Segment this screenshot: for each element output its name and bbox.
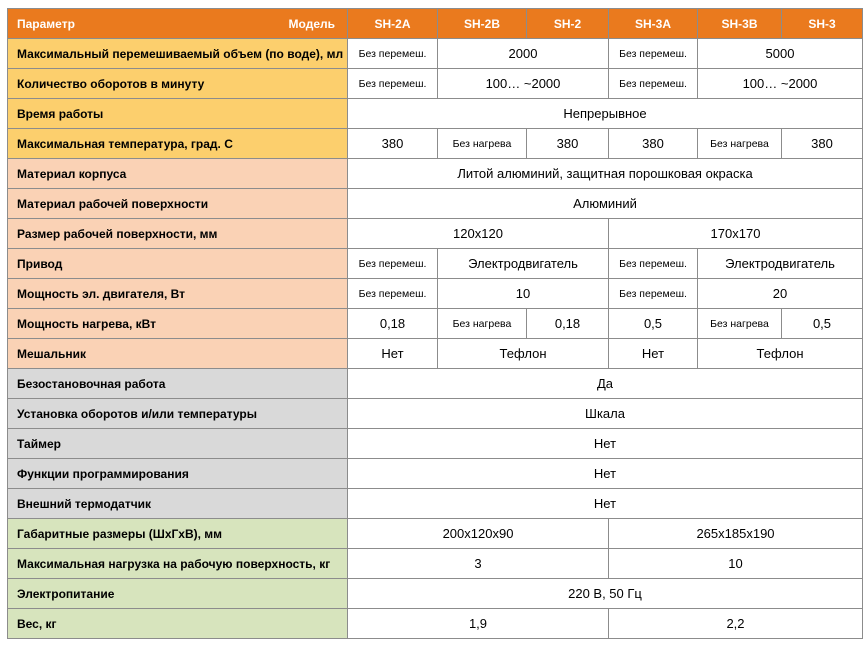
value-cell: 3 bbox=[348, 549, 609, 579]
table-row bbox=[8, 129, 863, 159]
value-cell: 380 bbox=[348, 129, 438, 159]
table-row bbox=[8, 219, 863, 249]
table-row bbox=[8, 279, 863, 309]
row-label: Время работы bbox=[8, 99, 348, 129]
value-cell: Без перемеш. bbox=[348, 249, 438, 279]
header-model-sh-2a: SH-2A bbox=[348, 9, 438, 39]
row-label: Материал рабочей поверхности bbox=[8, 189, 348, 219]
table-row bbox=[8, 69, 863, 99]
row-label: Установка оборотов и/или температуры bbox=[8, 399, 348, 429]
value-cell: Без нагрева bbox=[438, 309, 527, 339]
header-model-sh-3: SH-3 bbox=[782, 9, 863, 39]
value-cell: Нет bbox=[348, 459, 863, 489]
value-cell: 0,18 bbox=[348, 309, 438, 339]
value-cell: 380 bbox=[782, 129, 863, 159]
value-cell: Тефлон bbox=[698, 339, 863, 369]
table-row bbox=[8, 429, 863, 459]
value-cell: 100… ~2000 bbox=[438, 69, 609, 99]
value-cell: Шкала bbox=[348, 399, 863, 429]
value-cell: 2,2 bbox=[609, 609, 863, 639]
table-row bbox=[8, 99, 863, 129]
value-cell: 10 bbox=[438, 279, 609, 309]
table-row bbox=[8, 369, 863, 399]
table-row bbox=[8, 579, 863, 609]
value-cell: 380 bbox=[609, 129, 698, 159]
value-cell: 100… ~2000 bbox=[698, 69, 863, 99]
value-cell: Непрерывное bbox=[348, 99, 863, 129]
table-row bbox=[8, 549, 863, 579]
value-cell: Без перемеш. bbox=[609, 249, 698, 279]
row-label: Максимальный перемешиваемый объем (по воде), мл bbox=[8, 39, 348, 69]
table-row bbox=[8, 459, 863, 489]
spec-table bbox=[7, 8, 863, 639]
value-cell: 0,5 bbox=[609, 309, 698, 339]
value-cell: Без перемеш. bbox=[609, 39, 698, 69]
table-row bbox=[8, 189, 863, 219]
header-model-sh-3a: SH-3A bbox=[609, 9, 698, 39]
row-label: Внешний термодатчик bbox=[8, 489, 348, 519]
row-label: Мощность нагрева, кВт bbox=[8, 309, 348, 339]
value-cell: Без нагрева bbox=[698, 129, 782, 159]
row-label: Функции программирования bbox=[8, 459, 348, 489]
spec-table-body bbox=[8, 39, 863, 639]
row-label: Количество оборотов в минуту bbox=[8, 69, 348, 99]
row-label: Безостановочная работа bbox=[8, 369, 348, 399]
value-cell: Без перемеш. bbox=[609, 69, 698, 99]
row-label: Таймер bbox=[8, 429, 348, 459]
header-model-sh-3b: SH-3B bbox=[698, 9, 782, 39]
value-cell: 170x170 bbox=[609, 219, 863, 249]
value-cell: Без нагрева bbox=[438, 129, 527, 159]
value-cell: Без перемеш. bbox=[348, 39, 438, 69]
value-cell: Без перемеш. bbox=[348, 279, 438, 309]
row-label: Мешальник bbox=[8, 339, 348, 369]
value-cell: Нет bbox=[348, 429, 863, 459]
table-row bbox=[8, 309, 863, 339]
value-cell: 20 bbox=[698, 279, 863, 309]
row-label: Материал корпуса bbox=[8, 159, 348, 189]
row-label: Габаритные размеры (ШхГхВ), мм bbox=[8, 519, 348, 549]
table-row bbox=[8, 489, 863, 519]
header-param-cell bbox=[8, 9, 348, 39]
value-cell: 380 bbox=[527, 129, 609, 159]
table-row bbox=[8, 159, 863, 189]
value-cell: Без нагрева bbox=[698, 309, 782, 339]
table-row bbox=[8, 609, 863, 639]
value-cell: Нет bbox=[609, 339, 698, 369]
header-param-label: Параметр bbox=[17, 16, 75, 31]
value-cell: 220 В, 50 Гц bbox=[348, 579, 863, 609]
value-cell: Без перемеш. bbox=[348, 69, 438, 99]
table-row bbox=[8, 39, 863, 69]
value-cell: 1,9 bbox=[348, 609, 609, 639]
header-model-sh-2: SH-2 bbox=[527, 9, 609, 39]
value-cell: 265x185x190 bbox=[609, 519, 863, 549]
value-cell: 200x120x90 bbox=[348, 519, 609, 549]
row-label: Размер рабочей поверхности, мм bbox=[8, 219, 348, 249]
table-row bbox=[8, 339, 863, 369]
row-label: Мощность эл. двигателя, Вт bbox=[8, 279, 348, 309]
header-model-label: Модель bbox=[288, 16, 335, 31]
table-row bbox=[8, 519, 863, 549]
value-cell: Тефлон bbox=[438, 339, 609, 369]
value-cell: Нет bbox=[348, 489, 863, 519]
row-label: Привод bbox=[8, 249, 348, 279]
row-label: Электропитание bbox=[8, 579, 348, 609]
value-cell: Нет bbox=[348, 339, 438, 369]
value-cell: 5000 bbox=[698, 39, 863, 69]
row-label: Максимальная температура, град. С bbox=[8, 129, 348, 159]
value-cell: 10 bbox=[609, 549, 863, 579]
row-label: Вес, кг bbox=[8, 609, 348, 639]
table-row bbox=[8, 249, 863, 279]
row-label: Максимальная нагрузка на рабочую поверхность, кг bbox=[8, 549, 348, 579]
value-cell: Без перемеш. bbox=[609, 279, 698, 309]
value-cell: 120x120 bbox=[348, 219, 609, 249]
table-row bbox=[8, 399, 863, 429]
value-cell: Алюминий bbox=[348, 189, 863, 219]
value-cell: Электродвигатель bbox=[438, 249, 609, 279]
value-cell: 2000 bbox=[438, 39, 609, 69]
value-cell: 0,18 bbox=[527, 309, 609, 339]
value-cell: Литой алюминий, защитная порошковая окраска bbox=[348, 159, 863, 189]
value-cell: Электродвигатель bbox=[698, 249, 863, 279]
value-cell: Да bbox=[348, 369, 863, 399]
header-model-sh-2b: SH-2B bbox=[438, 9, 527, 39]
header-row bbox=[8, 9, 863, 39]
value-cell: 0,5 bbox=[782, 309, 863, 339]
